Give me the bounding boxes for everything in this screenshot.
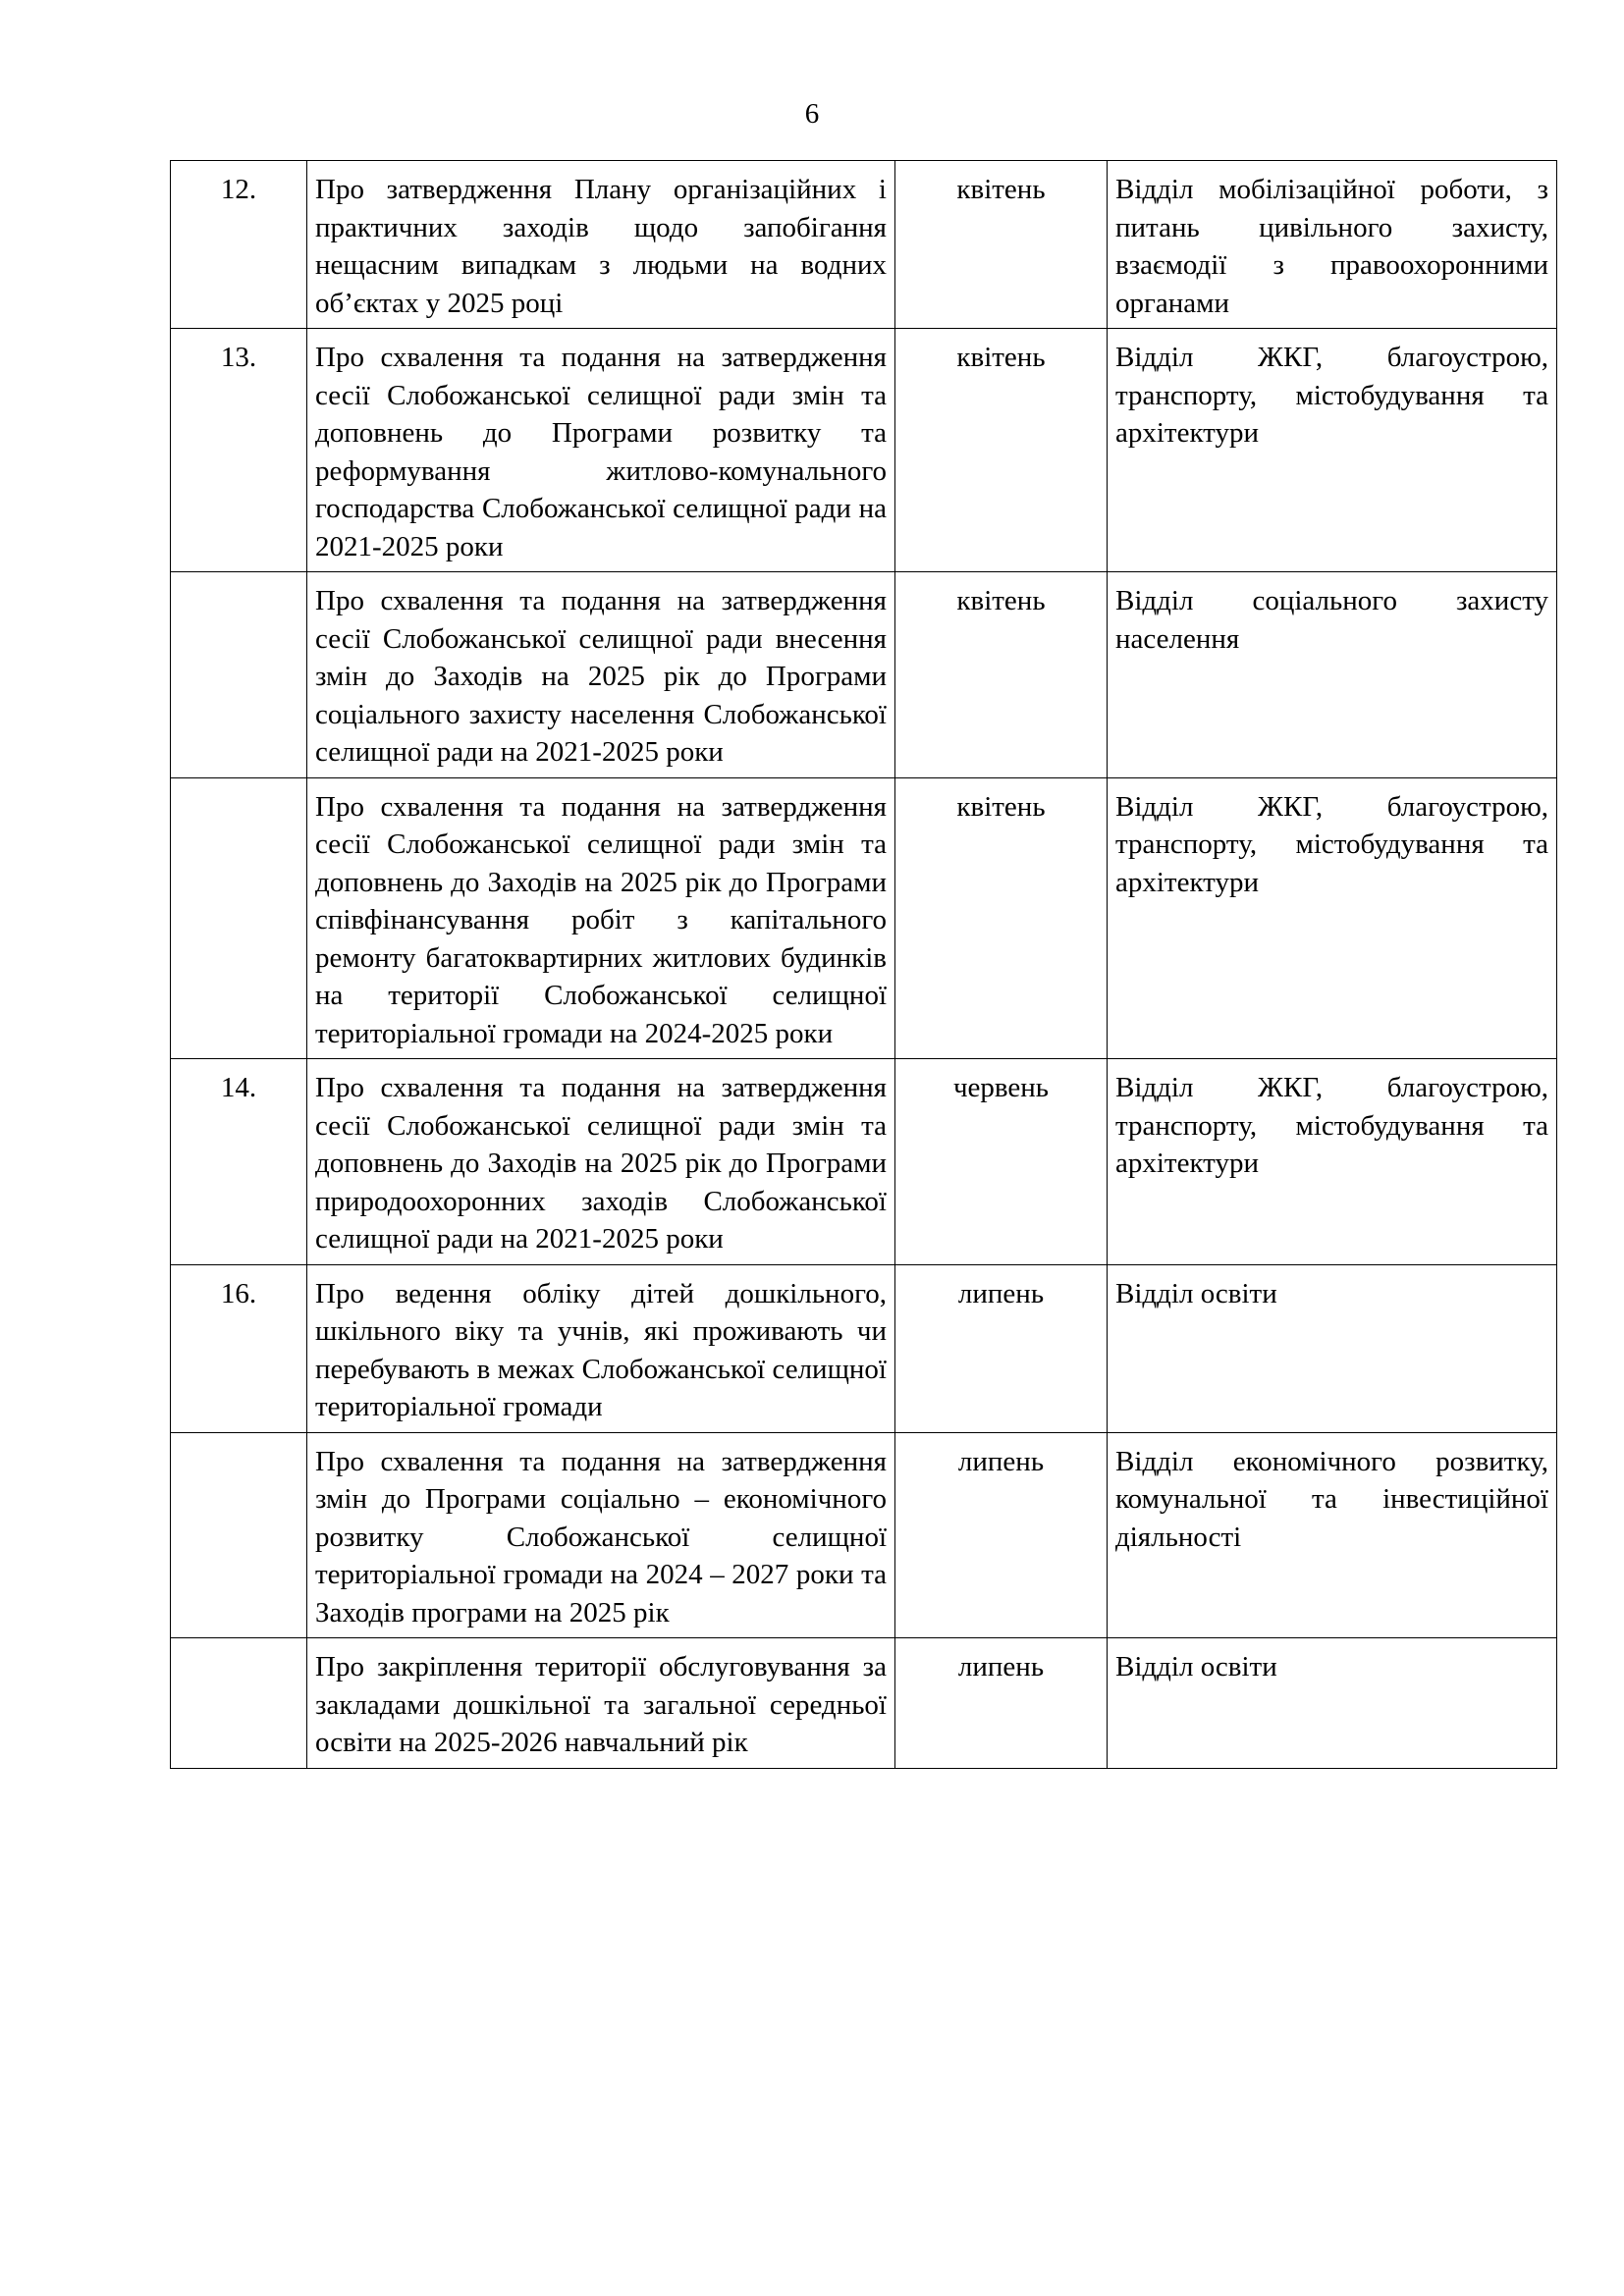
- row-month: квітень: [895, 161, 1108, 329]
- row-month: липень: [895, 1264, 1108, 1432]
- table-row: [171, 1264, 1557, 1432]
- row-title: Про схвалення та подання на затвердження сесії Слобожанської селищної ради змін та доповнень до Заходів на 2025 рік до Програми співфінансування робіт з капітального ремонту багатоквартирних житлових будинків на території Слобожанської селищної територіальної громади на 2024-2025 роки: [307, 777, 895, 1059]
- row-month: квітень: [895, 572, 1108, 778]
- row-number: [171, 1638, 307, 1769]
- row-number: [171, 1432, 307, 1638]
- row-department: Відділ економічного розвитку, комунальної та інвестиційної діяльності: [1108, 1432, 1557, 1638]
- row-number: 16.: [171, 1264, 307, 1432]
- row-department: Відділ ЖКГ, благоустрою, транспорту, містобудування та архітектури: [1108, 1059, 1557, 1265]
- table-row: [171, 1638, 1557, 1769]
- table-row: [171, 777, 1557, 1059]
- row-number: 12.: [171, 161, 307, 329]
- row-title: Про схвалення та подання на затвердження сесії Слобожанської селищної ради змін та доповнень до Програми розвитку та реформування житлово-комунального господарства Слобожанської селищної ради на 2021-2025 роки: [307, 329, 895, 572]
- row-title: Про схвалення та подання на затвердження сесії Слобожанської селищної ради внесення змін до Заходів на 2025 рік до Програми соціального захисту населення Слобожанської селищної ради на 2021-2025 роки: [307, 572, 895, 778]
- row-department: Відділ освіти: [1108, 1264, 1557, 1432]
- row-department: Відділ соціального захисту населення: [1108, 572, 1557, 778]
- page-number: 6: [804, 98, 820, 130]
- row-month: квітень: [895, 329, 1108, 572]
- plan-table: [170, 160, 1557, 1769]
- row-title: Про затвердження Плану організаційних і практичних заходів щодо запобігання нещасним випадкам з людьми на водних об’єктах у 2025 році: [307, 161, 895, 329]
- row-title: Про схвалення та подання на затвердження змін до Програми соціально – економічного розвитку Слобожанської селищної територіальної громади на 2024 – 2027 роки та Заходів програми на 2025 рік: [307, 1432, 895, 1638]
- row-number: [171, 572, 307, 778]
- row-department: Відділ ЖКГ, благоустрою, транспорту, містобудування та архітектури: [1108, 777, 1557, 1059]
- table-row: [171, 1059, 1557, 1265]
- row-number: [171, 777, 307, 1059]
- row-month: липень: [895, 1638, 1108, 1769]
- row-month: червень: [895, 1059, 1108, 1265]
- plan-table-body: [171, 161, 1557, 1769]
- table-row: [171, 329, 1557, 572]
- row-department: Відділ ЖКГ, благоустрою, транспорту, містобудування та архітектури: [1108, 329, 1557, 572]
- row-number: 13.: [171, 329, 307, 572]
- row-title: Про схвалення та подання на затвердження сесії Слобожанської селищної ради змін та доповнень до Заходів на 2025 рік до Програми природоохоронних заходів Слобожанської селищної ради на 2021-2025 роки: [307, 1059, 895, 1265]
- row-month: квітень: [895, 777, 1108, 1059]
- table-row: [171, 161, 1557, 329]
- row-title: Про ведення обліку дітей дошкільного, шкільного віку та учнів, які проживають чи перебувають в межах Слобожанської селищної територіальної громади: [307, 1264, 895, 1432]
- row-department: Відділ мобілізаційної роботи, з питань цивільного захисту, взаємодії з правоохоронними органами: [1108, 161, 1557, 329]
- table-row: [171, 572, 1557, 778]
- row-department: Відділ освіти: [1108, 1638, 1557, 1769]
- table-row: [171, 1432, 1557, 1638]
- row-number: 14.: [171, 1059, 307, 1265]
- row-month: липень: [895, 1432, 1108, 1638]
- row-title: Про закріплення території обслуговування за закладами дошкільної та загальної середньої освіти на 2025-2026 навчальний рік: [307, 1638, 895, 1769]
